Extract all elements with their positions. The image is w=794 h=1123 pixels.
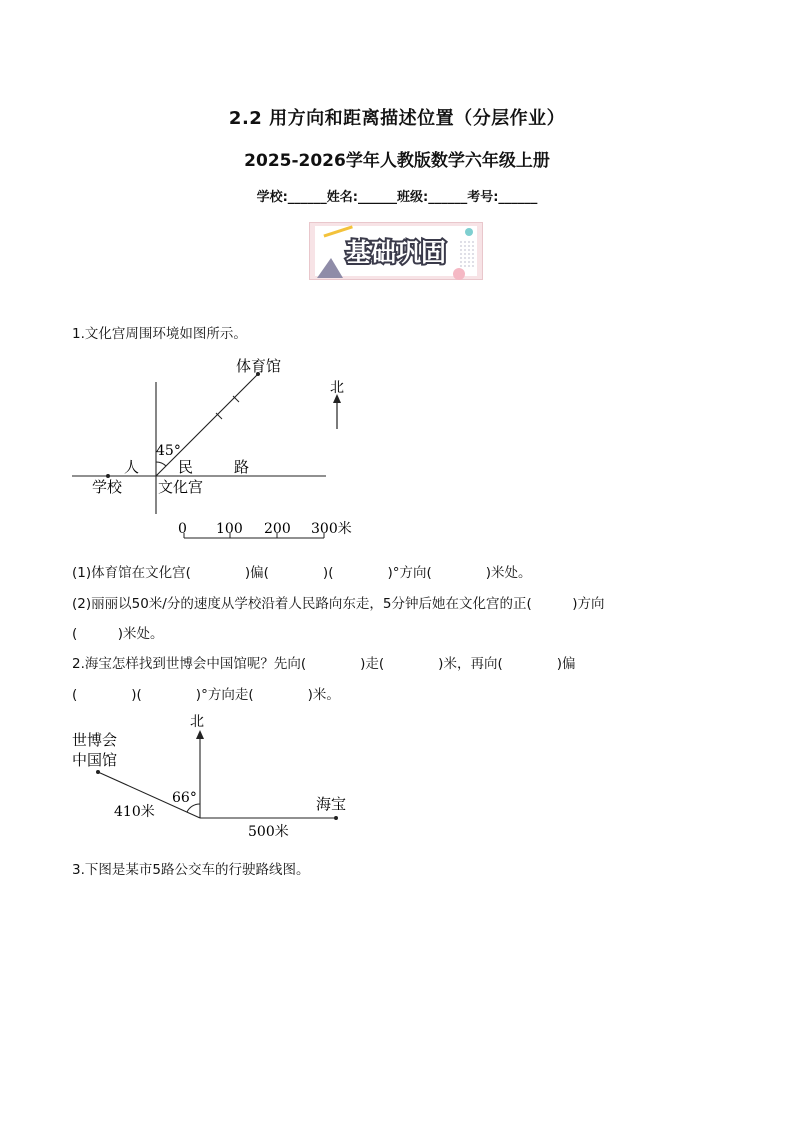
banner-text: 基础巩固 <box>345 238 447 267</box>
pavilion-point <box>96 770 100 774</box>
scale-tick-300: 300米 <box>311 521 352 537</box>
question-2-line-2: ( )( )°方向走( )米。 <box>72 687 340 703</box>
question-1-part-2-line-2: ( )米处。 <box>72 626 164 642</box>
haibao-distance-label: 500米 <box>248 824 289 840</box>
school-label: 学校 <box>92 478 123 496</box>
figure-2-map <box>66 712 366 844</box>
haibao-point <box>334 816 338 820</box>
pavilion-distance-label: 410米 <box>114 804 155 820</box>
road-label-3: 路 <box>234 458 250 476</box>
student-info-line: 学校:______姓名:______班级:______考号:______ <box>256 190 538 205</box>
angle-label: 66° <box>172 790 197 806</box>
section-banner <box>309 222 483 280</box>
palace-label: 文化宫 <box>158 478 204 496</box>
scale-tick-0: 0 <box>178 521 187 537</box>
question-2-line-1: 2.海宝怎样找到世博会中国馆呢？先向( )走( )米，再向( )偏 <box>72 656 576 672</box>
question-1-part-1: (1)体育馆在文化宫( )偏( )( )°方向( )米处。 <box>72 565 532 581</box>
gym-label: 体育馆 <box>236 357 282 375</box>
worksheet-subtitle: 2025-2026学年人教版数学六年级上册 <box>244 151 550 171</box>
north-label: 北 <box>330 380 344 396</box>
pavilion-label-line-1: 世博会 <box>72 731 118 749</box>
road-label-1: 人 <box>124 458 140 476</box>
road-label-2: 民 <box>178 458 194 476</box>
north-label: 北 <box>190 714 204 730</box>
question-1-part-2-line-1: (2)丽丽以50米/分的速度从学校沿着人民路向东走，5分钟后她在文化宫的正( )方向 <box>72 596 605 612</box>
scale-tick-200: 200 <box>264 521 291 537</box>
angle-label: 45° <box>156 443 181 459</box>
question-1-stem: 1.文化宫周围环境如图所示。 <box>72 326 247 342</box>
figure-1-map <box>66 352 366 548</box>
worksheet-title: 2.2 用方向和距离描述位置（分层作业） <box>228 108 566 129</box>
haibao-label: 海宝 <box>316 795 347 813</box>
pavilion-label-line-2: 中国馆 <box>72 751 118 769</box>
north-arrow-icon <box>196 730 204 739</box>
question-3-stem: 3.下图是某市5路公交车的行驶路线图。 <box>72 862 310 878</box>
scale-tick-100: 100 <box>216 521 243 537</box>
